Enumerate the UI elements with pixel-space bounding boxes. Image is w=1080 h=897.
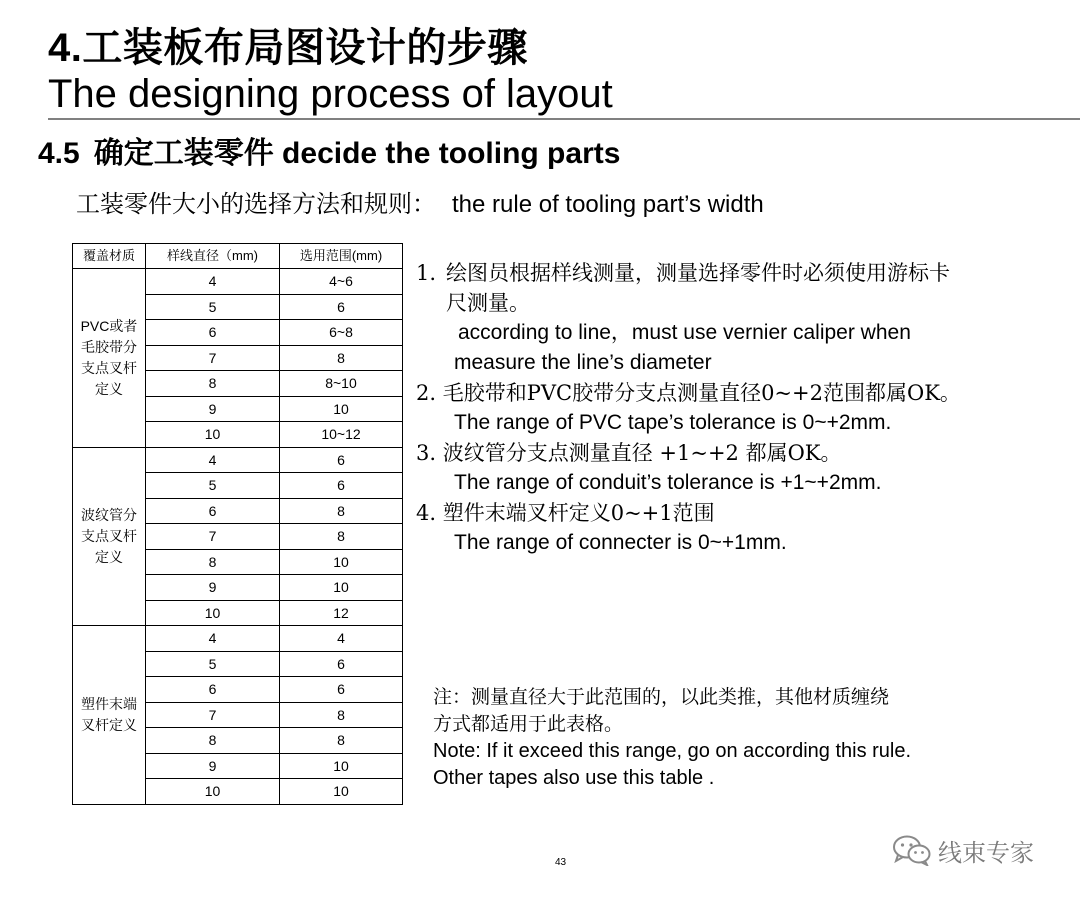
watermark: [892, 832, 1034, 868]
selection-range-cell: 6: [280, 294, 403, 320]
material-label: PVC或者毛胶带分支点叉杆定义: [80, 317, 138, 397]
line-diameter-cell: 4: [146, 269, 280, 295]
selection-range-cell: 6: [280, 473, 403, 499]
note-1-cn-b: 尺测量。: [446, 291, 530, 315]
header-selection-range: 选用范围(mm): [280, 244, 403, 269]
line-diameter-cell: 8: [146, 549, 280, 575]
note-2-cn: 2. 毛胶带和PVC胶带分支点测量直径0~+2范围都属OK。: [416, 381, 961, 405]
footnote-en-b: Other tapes also use this table .: [433, 767, 715, 789]
selection-range-cell: 10~12: [280, 422, 403, 448]
footnote: [433, 684, 1033, 792]
line-diameter-cell: 6: [146, 677, 280, 703]
header-material: 覆盖材质: [73, 244, 146, 269]
material-cell: [73, 447, 146, 626]
selection-range-cell: 10: [280, 753, 403, 779]
note-1-en-b: measure the line’s diameter: [454, 351, 712, 374]
subtitle-cn: 工装零件大小的选择方法和规则：: [76, 190, 436, 218]
line-diameter-cell: 8: [146, 728, 280, 754]
selection-range-cell: 10: [280, 549, 403, 575]
line-diameter-cell: 5: [146, 294, 280, 320]
selection-range-cell: 10: [280, 779, 403, 805]
table-row: [73, 626, 403, 652]
selection-range-cell: 12: [280, 600, 403, 626]
footnote-cn-a: 注：测量直径大于此范围的，以此类推，其他材质缠绕: [433, 686, 890, 708]
table-header-row: [73, 244, 403, 269]
selection-range-cell: 8: [280, 702, 403, 728]
selection-range-cell: 10: [280, 396, 403, 422]
line-diameter-cell: 9: [146, 753, 280, 779]
note-4-cn: 4. 塑件末端叉杆定义0~+1范围: [416, 501, 715, 525]
line-diameter-cell: 10: [146, 422, 280, 448]
selection-range-cell: 6: [280, 677, 403, 703]
material-cell: [73, 269, 146, 448]
selection-range-cell: 8~10: [280, 371, 403, 397]
note-4-en: The range of connecter is 0~+1mm.: [454, 531, 787, 554]
section-title: 确定工装零件 decide the tooling parts: [93, 137, 621, 170]
line-diameter-cell: 5: [146, 651, 280, 677]
line-diameter-cell: 4: [146, 447, 280, 473]
line-diameter-cell: 4: [146, 626, 280, 652]
note-3-cn: 3. 波纹管分支点测量直径 +1~+2 都属OK。: [416, 441, 842, 465]
selection-range-cell: 6: [280, 447, 403, 473]
page-title-cn: 4.工装板布局图设计的步骤: [48, 26, 528, 70]
page-title-en: The designing process of layout: [48, 72, 613, 116]
section-number: 4.5: [38, 137, 80, 170]
subtitle: [76, 186, 764, 223]
wechat-icon: [892, 834, 932, 866]
footnote-en-a: Note: If it exceed this range, go on according this rule.: [433, 740, 912, 762]
selection-range-cell: 8: [280, 728, 403, 754]
tooling-size-table: [72, 243, 403, 805]
line-diameter-cell: 9: [146, 396, 280, 422]
watermark-text: 线束专家: [938, 839, 1034, 867]
note-1-number: 1.: [416, 261, 437, 285]
selection-range-cell: 6~8: [280, 320, 403, 346]
line-diameter-cell: 8: [146, 371, 280, 397]
note-item-1: [416, 258, 1066, 288]
line-diameter-cell: 5: [146, 473, 280, 499]
note-3-en: The range of conduit’s tolerance is +1~+2mm.: [454, 471, 882, 494]
selection-range-cell: 10: [280, 575, 403, 601]
line-diameter-cell: 9: [146, 575, 280, 601]
subtitle-en: the rule of tooling part’s width: [452, 191, 764, 218]
line-diameter-cell: 6: [146, 320, 280, 346]
line-diameter-cell: 7: [146, 345, 280, 371]
selection-range-cell: 6: [280, 651, 403, 677]
material-label: 塑件末端叉杆定义: [81, 695, 137, 733]
material-cell: [73, 626, 146, 805]
section-heading: [38, 134, 620, 174]
selection-range-cell: 4~6: [280, 269, 403, 295]
note-1-en-a: according to line，must use vernier caliper when: [458, 321, 911, 344]
page-number: 43: [555, 857, 567, 868]
table-row: [73, 269, 403, 295]
title-divider: [48, 118, 1080, 120]
selection-range-cell: 4: [280, 626, 403, 652]
note-1-cn-a: 绘图员根据样线测量，测量选择零件时必须使用游标卡: [446, 261, 950, 285]
notes: [416, 258, 1066, 558]
header-line-diameter: 样线直径（mm): [146, 244, 280, 269]
note-2-en: The range of PVC tape’s tolerance is 0~+2mm.: [454, 411, 892, 434]
selection-range-cell: 8: [280, 524, 403, 550]
selection-range-cell: 8: [280, 345, 403, 371]
line-diameter-cell: 7: [146, 524, 280, 550]
line-diameter-cell: 10: [146, 600, 280, 626]
material-label: 波纹管分支点叉杆定义: [81, 506, 137, 565]
footnote-cn-b: 方式都适用于此表格。: [433, 713, 624, 735]
line-diameter-cell: 7: [146, 702, 280, 728]
selection-range-cell: 8: [280, 498, 403, 524]
line-diameter-cell: 10: [146, 779, 280, 805]
line-diameter-cell: 6: [146, 498, 280, 524]
table-row: [73, 447, 403, 473]
